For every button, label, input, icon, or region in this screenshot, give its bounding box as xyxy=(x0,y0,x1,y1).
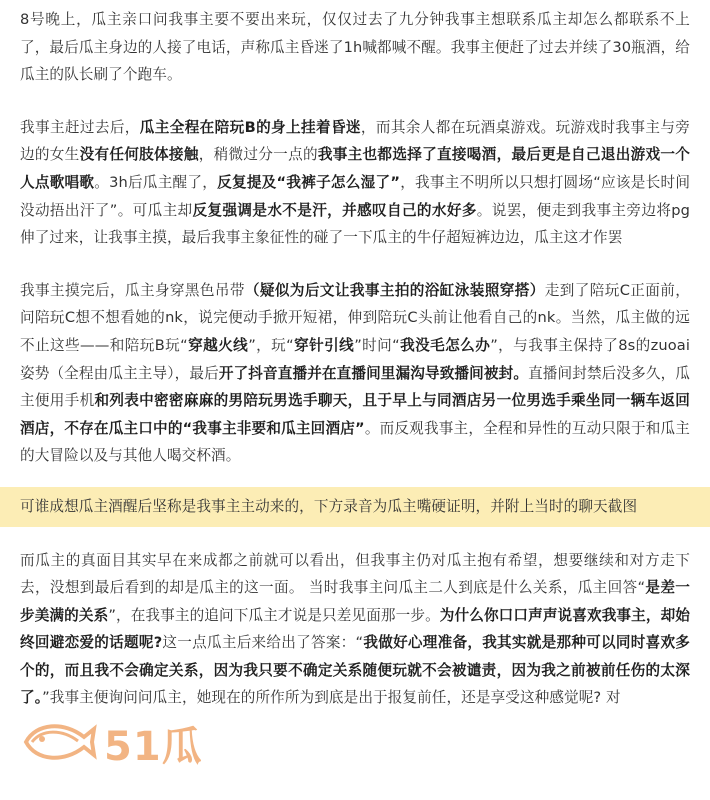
watermark xyxy=(22,715,203,772)
paragraph-gap xyxy=(20,527,690,547)
text: 而瓜主的真面目其实早在来成都之前就可以看出，但我事主仍对瓜主抱有希望，想要继续和对方走下去，没想到最后看到的却是瓜主的这一面。 当时我事主问瓜主二人到底是什么关系，瓜主回答“ xyxy=(20,551,690,597)
text: ”我事主便询问问瓜主，她现在的所作所为到底是出于报复前任，还是享受这种感觉呢? 对 xyxy=(42,689,621,707)
text: 走到了陪玩C正面前，问陪玩C想不想看她的nk，说完便动手掀开短裙，伸到陪玩C头前让他看自己的nk。当然，瓜主做的远不止这些——和陪玩B玩“ xyxy=(20,281,690,354)
text: ”时问“ xyxy=(354,336,400,354)
paragraph-3 xyxy=(20,277,690,470)
bold-text: 瓜主全程在陪玩B的身上挂着昏迷 xyxy=(139,118,361,136)
paragraph-gap xyxy=(20,470,690,487)
bold-text: 我没毛怎么办 xyxy=(399,336,491,354)
text: 直播间封禁后没多久，瓜主便用手机 xyxy=(20,364,690,410)
text: 。说罢，便走到我事主旁边将pg伸了过来，让我事主摸，最后我事主象征性的碰了一下瓜主的牛仔超短裤边边，瓜主这才作罢 xyxy=(20,201,691,247)
bold-text: 穿针引线 xyxy=(293,336,355,354)
text: 我事主摸完后，瓜主身穿黑色吊带 xyxy=(20,281,245,299)
text: ”，玩“ xyxy=(248,336,294,354)
text: ”，与我事主保持了8s的zuoai姿势（全程由瓜主主导），最后 xyxy=(20,336,690,382)
bold-text: 我事主也都选择了直接喝酒，最后更是自己退出游戏一个人点歌唱歌 xyxy=(20,146,690,191)
bold-text: 反复提及“我裤子怎么湿了” xyxy=(217,173,401,191)
fish-logo-icon xyxy=(22,717,98,771)
paragraph-gap xyxy=(20,252,690,277)
bold-text: 和列表中密密麻麻的男陪玩男选手聊天，且于早上与同酒店另一位男选手乘坐同一辆车返回酒店，不存在瓜主口中的“我事主非要和瓜主回酒店” xyxy=(20,392,690,437)
text: ，我事主不明所以只想打圆场“应该是长时间没动捂出汗了”。可瓜主却 xyxy=(20,173,691,219)
text: ”，在我事主的追问下瓜主才说是只差见面那一步。 xyxy=(108,606,440,624)
bold-text: 为什么你口口声声说喜欢我事主，却始终回避恋爱的话题呢? xyxy=(20,606,690,652)
text: 可谁成想瓜主酒醒后坚称是我事主主动来的，下方录音为瓜主嘴硬证明，并附上当时的聊天截图 xyxy=(20,497,638,515)
highlighted-paragraph xyxy=(0,487,710,527)
text: 。而反观我事主，全程和异性的互动只限于和瓜主的大冒险以及与其他人喝交杯酒。 xyxy=(20,419,690,465)
text: 这一点瓜主后来给出了答案：“ xyxy=(162,634,364,652)
text: 8号晚上，瓜主亲口问我事主要不要出来玩，仅仅过去了九分钟我事主想联系瓜主却怎么都联系不上了，最后瓜主身边的人接了电话，声称瓜主昏迷了1h喊都喊不醒。我事主便赶了过去并续了30瓶酒，给瓜主的队长刷了个跑车。 xyxy=(20,11,690,84)
bold-text: 没有任何肢体接触 xyxy=(79,146,199,164)
bold-text: 是差一步美满的关系 xyxy=(20,579,690,624)
bold-text: 穿越火线 xyxy=(187,336,249,354)
bold-text: 反复强调是水不是汗，并感叹自己的水好多 xyxy=(192,201,477,219)
bold-text: （疑似为后文让我事主拍的浴缸泳装照穿搭） xyxy=(244,281,545,299)
text: ，而其余人都在玩酒桌游戏。玩游戏时我事主与旁边的女生 xyxy=(20,118,690,164)
text: 我事主赶过去后， xyxy=(20,118,140,136)
paragraph-1 xyxy=(20,0,690,89)
bold-text: 我做好心理准备，我其实就是那种可以同时喜欢多个的，而且我不会确定关系，因为我只要不确定关系随便玩就不会被谴责，因为我之前被前任伤的太深了。 xyxy=(20,634,691,707)
paragraph-2 xyxy=(20,114,690,252)
paragraph-5 xyxy=(20,547,690,713)
watermark-text: 51瓜 xyxy=(104,724,203,770)
text: 。3h后瓜主醒了， xyxy=(94,173,218,191)
paragraph-gap xyxy=(20,89,690,114)
bold-text: 开了抖音直播并在直播间里漏沟导致播间被封。 xyxy=(218,364,529,382)
text: ，稍微过分一点的 xyxy=(198,146,318,164)
